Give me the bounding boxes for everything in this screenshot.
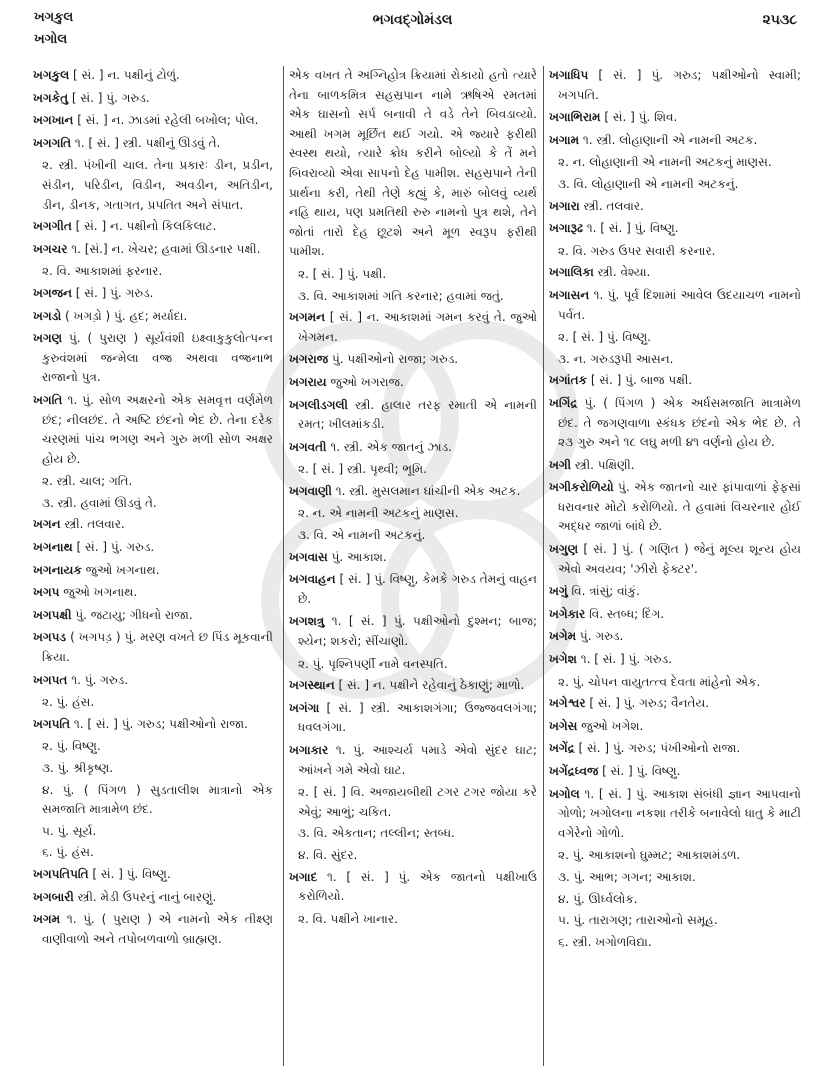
definition-text: [ સં. ] પું. ગરુડ; પક્ષીઓનો સ્વામી; ખગપતિ.	[558, 68, 801, 102]
headword: ખગચર	[33, 241, 68, 256]
definition-text: [ સં. ] પું. ગરુડ; પંખીઓનો રાજા.	[574, 741, 741, 756]
dictionary-entry	[549, 627, 801, 647]
sense-definition: ૩. પું. આભ; ગગન; આકાશ.	[558, 869, 696, 884]
dictionary-entry	[33, 391, 273, 469]
dictionary-entry	[549, 478, 801, 537]
definition-text: [ સં. ] ન. ઝાડમાં રહેલી બખોલ; પોલ.	[73, 113, 259, 128]
headword: ખગંગા	[289, 700, 320, 715]
headword: ખગેસ	[549, 718, 578, 733]
definition-text: ૧. પું. ( પુરાણ ) એ નામનો એક તીક્ષ્ણ વાણીવાળો અને તપોબળવાળો બ્રાહ્મણ.	[42, 912, 273, 946]
definition-text: ( ખગડ઼ો ) પું. હદ; મર્યાદા.	[61, 308, 188, 323]
headword: ખગાકાર	[289, 743, 329, 757]
definition-text: સ્ત્રી. પક્ષિણી.	[571, 457, 635, 472]
sense-definition: ૫. પું. તારાગણ; તારાઓનો સમૂહ.	[558, 913, 718, 928]
headword: ખગીકરોળિયો	[549, 480, 614, 495]
dictionary-entry	[549, 717, 801, 737]
dictionary-entry	[549, 394, 801, 453]
dictionary-entry	[549, 540, 801, 579]
headword: ખગનાથ	[33, 540, 73, 555]
dictionary-entry	[33, 217, 273, 237]
sense-definition: ૩. વિ. એકતાન; તલ્લીન; સ્તબ્ધ.	[298, 826, 455, 841]
headword: ખગેમ	[549, 629, 577, 644]
definition-text: એક વખત તે અગ્નિહોત્ર ક્રિયામાં રોકાયો હતો ત્યારે તેના બાળકમિત્ર સહસ્રપાન નામે ઋષિએ રમતમાં એક ઘાસનો સર્પ બનાવી તે વડે તેને બિવડાવ્યો. આથી ખગમ મૂર્છિત થઈ ગયો. એ જ્યારે ફરીથી સ્વસ્થ થયો, ત્યારે ક્રોધ કરીને બોલ્યો કે તેં મને બિવરાવ્યો એવા સાપનો દેહ પામીશ. સહસ્રપાને તેની પ્રાર્થના કરી, તેથી તેણે કહ્યું કે, મારું બોલવું વ્યર્થ નહિ થાય, પણ પ્રમતિથી રુરુ નામનો પુત્ર થશે, તેને જોતાં તારો દેહ છૂટશે અને મૂળ સ્વરૂપ ફરીથી પામીશ.	[289, 68, 537, 259]
sense-definition: ૨. ન. લોહાણાની એ નામની અટકનું માણસ.	[558, 155, 772, 170]
dictionary-entry	[289, 482, 537, 502]
dictionary-entry	[33, 606, 273, 626]
headword: ખગડો	[33, 308, 62, 323]
dictionary-entry	[33, 628, 273, 667]
headword: ખગપક્ષી	[33, 607, 72, 622]
sense-definition: ૬. પું. હંસ.	[42, 845, 94, 860]
headword: ખગરાજ	[289, 352, 329, 367]
headword: ખગકુલ	[33, 68, 70, 82]
headword: ખગેશ	[549, 652, 577, 667]
definition-text: ૧. પું. આશ્ચર્ય પમાડે એવો સુંદર ઘાટ; આંખને ગમે એવો ઘાટ.	[298, 743, 537, 777]
sense-definition: ૨. સ્ત્રી. ચાલ; ગતિ.	[42, 474, 133, 489]
dictionary-entry	[549, 66, 801, 105]
headword: ખગપતિ	[33, 716, 71, 731]
headword: ખગાદ	[289, 869, 318, 884]
dictionary-entry	[549, 371, 801, 391]
definition-text: પું. આકાશ.	[327, 549, 387, 564]
sense-definition: ૩. ન. ગરુડરૂપી આસન.	[558, 351, 674, 366]
definition-text: જુઓ ખગરાજ.	[326, 374, 404, 389]
definition-text: ૧. પું. સોળ અક્ષરનો એક સમવૃત્ત વર્ણમેળ છંદ; નીલછંદ. તે અષ્ટિ છંદનો ભેદ છે. તેના દરેક ચરણમાં પાંચ ભગણ અને ગુરુ મળી સોળ અક્ષર હોય છે.	[42, 392, 273, 466]
definition-text: [ સં. ] પું. વિષ્ણુ, કેમકે ગરુડ તેમનું વાહન છે.	[298, 572, 537, 606]
headword: ખગાલિકા	[549, 265, 594, 280]
page-title: ભગવદ્ગોમંડલ	[372, 12, 453, 28]
definition-text: ૧. [ સં. ] પું. ગરુડ; પક્ષીઓનો રાજા.	[70, 716, 248, 731]
headword: ખગવાહન	[289, 572, 336, 587]
dictionary-entry	[33, 284, 273, 304]
definition-text: [ સં. ] પું. ( ગણિત ) જેનું મૂલ્ય શૂન્ય હોય એવો અવયવ; 'ઝીરો ફેક્ટર'.	[558, 542, 801, 576]
dictionary-entry	[549, 739, 801, 759]
sense-definition: ૨. પું. આકાશનો ઘુમ્મટ; આકાશમંડળ.	[558, 848, 741, 863]
dictionary-entry	[549, 456, 801, 476]
sense-definition: ૩. સ્ત્રી. હવામાં ઊડવું તે.	[42, 495, 157, 510]
dictionary-entry	[33, 515, 273, 535]
definition-text: [ સં. ] પું. વિષ્ણુ.	[598, 764, 681, 778]
headword: ખગગતિ	[33, 135, 72, 150]
headword: ખગેશ્વર	[549, 696, 586, 711]
definition-text: પું. ગરુડ.	[576, 629, 624, 644]
headword: ખગોલ	[549, 786, 580, 801]
headword: ખગકેતુ	[33, 90, 69, 105]
definition-text: ૧. સ્ત્રી. લોહાણાની એ નામની અટક.	[579, 132, 758, 147]
definition-text: સ્ત્રી. હાલાર તરફ રમાતી એ નામની રમત; ખીલમાંકડી.	[298, 397, 537, 432]
headword: ખગવાણી	[289, 483, 332, 498]
sense-definition: ૨. [ સં. ] પું. વિષ્ણુ.	[558, 330, 651, 345]
column-divider	[283, 66, 284, 1066]
column-right	[549, 66, 801, 954]
dictionary-entry	[33, 134, 273, 154]
sense-definition: ૨. વિ. આકાશમાં ફરનાર.	[42, 264, 163, 279]
dictionary-entry	[549, 263, 801, 283]
definition-text: પું. એક જાતનો ચાર ફાંપાવાળાં ફેફસાં ધરાવનાર મોટો કરોળિયો. તે હવામાં વિચરનાર હોઈ અદ્ધર જાળાં બાંધે છે.	[558, 480, 801, 534]
sense-definition: ૨. પું. વિષ્ણુ.	[42, 739, 101, 754]
headword: ખગાંતક	[549, 373, 587, 388]
sense-definition: ૪. પું. ઊર્ધ્વલોક.	[558, 891, 638, 906]
headword: ખગું	[549, 584, 568, 599]
headword: ખગારૂઢ	[549, 221, 583, 236]
headword: ખગનાયક	[33, 562, 82, 577]
definition-text: ૧. [ સં. ] સ્ત્રી. પક્ષીનું ઊડવું તે.	[71, 135, 221, 150]
sense-definition: ૫. પું. સૂર્ય.	[42, 823, 97, 838]
sense-definition: ૨. પું. ચોપન વાયુતત્ત્વ દેવતા માંહેનો એક.	[558, 674, 761, 689]
dictionary-entry	[289, 868, 537, 907]
dictionary-entry	[33, 307, 273, 327]
headword: ખગપત	[33, 672, 68, 687]
sense-definition: ૩. પું. શ્રીકૃષ્ણ.	[42, 761, 114, 775]
definition-text: ૧. [ સં. ] પું. આકાશ સંબંધી જ્ઞાન આપવાનો ગોળો; ખગોલના નકશા તરીકે બનાવેલો ધાતુ કે માટી વગેરેનો ગોળો.	[558, 786, 801, 840]
definition-text: [ સં. ] ન. પક્ષીનો કિલકિલાટ.	[71, 219, 217, 234]
definition-text: [ સં. ] સ્ત્રી. આકાશગંગા; ઉજ્જવલગંગા; ધવલગંગા.	[298, 700, 537, 735]
dictionary-entry	[549, 650, 801, 670]
dictionary-entry	[289, 350, 537, 370]
headword: ખગી	[549, 457, 572, 472]
headword: ખગાધિપ	[549, 68, 589, 82]
headword: ખગશત્રુ	[289, 614, 325, 629]
definition-text: [ સં. ] પું. ગરુડ.	[72, 540, 155, 555]
definition-text: ૧. પું. ગરુડ.	[67, 672, 129, 687]
dictionary-entry	[289, 66, 537, 262]
definition-text: [ સં. ] ન. આકાશમાં ગમન કરવું તે. જુઓ ખેગમન.	[298, 310, 537, 344]
headword: ખગગીત	[33, 219, 72, 234]
headword: ખગપ	[33, 585, 60, 600]
definition-text: જુઓ ખગેશ.	[577, 718, 644, 733]
dictionary-entry	[33, 583, 273, 603]
headword: ખગજન	[33, 285, 72, 300]
headword: ખગારા	[549, 198, 580, 213]
headword: ખગપતિપતિ	[33, 866, 89, 881]
definition-text: ૧. સ્ત્રી. મુસલમાન ઘાંચીની એક અટક.	[331, 483, 521, 498]
dictionary-entry	[33, 671, 273, 691]
dictionary-entry	[289, 699, 537, 738]
headword: ખગબારી	[33, 889, 74, 904]
dictionary-entry	[549, 131, 801, 151]
definition-text: [ સં. ] પું. ગરુડ.	[68, 90, 150, 105]
dictionary-entry	[33, 111, 273, 131]
definition-text: [ સં. ] ન. પક્ષીને રહેવાનું ઠેકાણું; માળો.	[334, 678, 525, 693]
sense-definition: ૨. પું. હંસ.	[42, 695, 95, 710]
headword: ખગલીડગલી	[289, 397, 348, 412]
sense-definition: ૩. વિ. આકાશમાં ગતિ કરનાર; હવામાં જતું.	[298, 288, 504, 303]
sense-definition: ૪. પું. ( પિંગળ ) સુડતાલીશ માત્રાનો એક સમજાતિ માત્રામેળ છંદ.	[42, 782, 273, 817]
dictionary-entry	[289, 612, 537, 651]
sense-definition: ૨. [ સં. ] સ્ત્રી. પૃથ્વી; ભૂમિ.	[298, 462, 427, 477]
sense-definition: ૬. સ્ત્રી. ખગોળવિદ્યા.	[558, 934, 652, 949]
dictionary-entry	[33, 89, 273, 109]
dictionary-entry	[33, 888, 273, 908]
sense-definition: ૨. વિ. પક્ષીને ખાનાર.	[298, 911, 398, 926]
definition-text: [ સં. ] ન. પક્ષીનું ટોળું.	[69, 68, 180, 82]
dictionary-entry	[549, 694, 801, 714]
dictionary-entry	[289, 741, 537, 780]
headword: ખગખાન	[33, 113, 74, 128]
sense-definition: ૨. [ સં. ] પું. પક્ષી.	[298, 266, 387, 281]
dictionary-entry	[549, 605, 801, 625]
headword: ખગાભિરામ	[549, 110, 601, 125]
guide-word-first: ખગકુલ	[34, 10, 74, 25]
guide-word-last: ખગોલ	[34, 32, 68, 47]
dictionary-entry	[289, 548, 537, 568]
definition-text: સ્ત્રી. તલવાર.	[579, 198, 644, 213]
page-number: ૨૫૩૮	[762, 12, 797, 28]
definition-text: પું. પક્ષીઓનો રાજા; ગરુડ.	[328, 352, 459, 367]
column-left	[33, 66, 273, 952]
dictionary-entry	[33, 910, 273, 949]
definition-text: [ સં. ] પું. વિષ્ણુ.	[88, 866, 171, 881]
definition-text: ૧. [સં.] ન. ખેચર; હવામાં ઊડનાર પક્ષી.	[67, 241, 261, 256]
headword: ખગમ	[33, 912, 61, 927]
definition-text: ૧. [ સં. ] પું. વિષ્ણુ.	[582, 221, 679, 236]
sense-definition: ૩. વિ. એ નામની અટકનું.	[298, 528, 426, 543]
dictionary-entry	[549, 197, 801, 217]
sense-definition: ૨. ન. એ નામની અટકનું માણસ.	[298, 506, 459, 521]
definition-text: સ્ત્રી. મેડી ઉપરનું નાનું બારણું.	[73, 889, 217, 904]
headword: ખગણ	[33, 331, 63, 346]
definition-text: સ્ત્રી. વેશ્યા.	[593, 265, 651, 280]
headword: ખગેંદ્ર	[549, 741, 575, 756]
dictionary-entry	[33, 538, 273, 558]
dictionary-entry	[33, 715, 273, 735]
definition-text: પું. જટાયુ; ગીધનો રાજા.	[71, 607, 193, 622]
dictionary-entry	[289, 676, 537, 696]
headword: ખગવાસ	[289, 549, 328, 564]
headword: ખગુણ	[549, 542, 579, 557]
dictionary-entry	[549, 582, 801, 602]
definition-text: [ સં. ] પું. શિવ.	[600, 110, 678, 125]
definition-text: જુઓ ખગનાથ.	[81, 562, 160, 577]
headword: ખગરાય	[289, 374, 327, 389]
definition-text: [ સં. ] પું. બાજ પક્ષી.	[587, 373, 693, 388]
definition-text: ( ખગપડ઼ ) પું. મરણ વખતે છ પિંડ મૂકવાની ક્રિયા.	[42, 630, 273, 665]
definition-text: ૧. સ્ત્રી. એક જાતનું ઝાડ.	[326, 439, 452, 454]
headword: ખગેકાર	[549, 606, 586, 621]
dictionary-entry	[549, 108, 801, 128]
headword: ખગેંદ્રધ્વજ	[549, 764, 599, 778]
sense-definition: ૨. વિ. ગરુડ ઉપર સવારી કરનાર.	[558, 243, 716, 258]
definition-text: સ્ત્રી. તલવાર.	[60, 517, 125, 532]
headword: ખગસ્થાન	[289, 678, 335, 693]
sense-definition: ૪. વિ. સુંદર.	[298, 847, 358, 862]
dictionary-entry	[289, 396, 537, 435]
column-divider	[543, 66, 544, 1066]
definition-text: ૧. [ સં. ] પું. એક જાતનો પક્ષીખાઉ કરોળિયો.	[298, 869, 537, 904]
dictionary-entry	[289, 308, 537, 347]
column-middle	[289, 66, 537, 931]
headword: ખગિંદ્ર	[549, 395, 578, 410]
definition-text: પું. ( પુરાણ ) સૂર્યવંશી ઇક્ષ્વાકુકુલોત્પન્ન કુરુવંશમાં જન્મેલા વજ્ર અથવા વજ્રનાભ રાજાનો પુત્ર.	[42, 331, 273, 385]
dictionary-entry	[549, 219, 801, 239]
dictionary-entry	[549, 785, 801, 844]
dictionary-entry	[549, 286, 801, 325]
definition-text: ૧. પું. પૂર્વ દિશામાં આવેલ ઉદયાચળ નામનો પર્વત.	[558, 287, 801, 322]
dictionary-entry	[289, 373, 537, 393]
dictionary-entry	[33, 561, 273, 581]
headword: ખગવતી	[289, 439, 327, 454]
headword: ખગતિ	[33, 392, 63, 407]
definition-text: જુઓ ખગનાથ.	[59, 585, 138, 600]
sense-definition: ૩. વિ. લોહાણાની એ નામની અટકનું.	[558, 176, 739, 191]
sense-definition: ૨. સ્ત્રી. પંખીની ચાલ. તેના પ્રકારઃ ડીન, પ્રડીન, સંડીન, પરિડીન, વિડીન, અવડીન, અતિડીન, ડીન, ડીનક, ગતાગત, પ્રપતિત અને સંપાત.	[42, 158, 273, 212]
definition-text: ૧. [ સં. ] પું. ગરુડ.	[576, 652, 672, 667]
headword: ખગમન	[289, 310, 326, 325]
headword: ખગામ	[549, 132, 580, 147]
definition-text: [ સં. ] પું. ગરુડ; વૈનતેય.	[585, 696, 710, 711]
definition-text: [ સં. ] પું. ગરુડ.	[71, 285, 154, 300]
sense-definition: ૨. [ સં. ] વિ. અજાયબીથી ટગર ટગર જોયા કરે એવું; આભું; ચકિત.	[298, 785, 537, 819]
dictionary-entry	[33, 329, 273, 388]
definition-text: ૧. [ સં. ] પું. પક્ષીઓનો દુશ્મન; બાજ; શ્યેન; શકરો; સીંચાણો.	[298, 614, 537, 649]
definition-text: વિ. સ્તબ્ધ; દિંગ.	[585, 606, 665, 621]
headword: ખગન	[33, 517, 61, 532]
dictionary-entry	[549, 762, 801, 782]
sense-definition: ૨. પું. પૃશ્નિપર્ણી નામે વનસ્પતિ.	[298, 656, 448, 671]
headword: ખગપડ	[33, 630, 67, 645]
dictionary-entry	[33, 240, 273, 260]
definition-text: પું. ( પિંગળ ) એક અર્ધસમજાતિ માત્રામેળ છંદ. તે જગણવાળા સ્કંધક છંદનો એક ભેદ છે. તે ૨૩ ગુરુ અને ૧૮ લઘુ મળી ૪૧ વર્ણનો હોય છે.	[558, 395, 801, 450]
dictionary-entry	[33, 865, 273, 885]
dictionary-entry	[33, 66, 273, 86]
dictionary-entry	[289, 438, 537, 458]
headword: ખગાસન	[549, 287, 590, 302]
definition-text: વિ. ત્રાંસું; વાંકું.	[567, 584, 640, 599]
dictionary-entry	[289, 570, 537, 609]
